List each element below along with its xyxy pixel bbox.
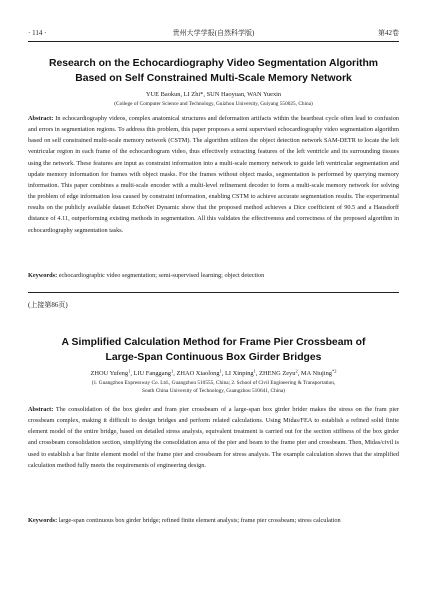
running-head (28, 26, 399, 40)
article1-abstract (28, 113, 399, 236)
journal-name: 贵州大学学报(自然科学版) (172, 29, 255, 37)
article1-keywords-text: echocardiographic video segmentation; semi-supervised learning; object detection (57, 272, 265, 279)
article2-author: ZHAO Xiaolong$^1$ (176, 368, 222, 377)
article2-authors: ZHOU Yufeng$^1$, LIU Fanggang$^1$, ZHAO Xiaolong$^1$, LI Xinping$^1$, ZHENG Zeyu$^2$, MA Niujing$^{*2}$ (90, 368, 337, 377)
article2-keywords (28, 515, 399, 526)
article2-title-line2: Large-Span Continuous Box Girder Bridges (105, 352, 322, 363)
article2-abstract-text: The consolidation of the box gieder and fram pier crossbeam of a large-span box girder brider makes the stress on the fram pier crossbeam complex, making it difficult to design bridges and perform related calculations. Using Midas/FEA to establish a refined solid finite element model of the entire bridge, based on detailed stress analysis, equivalent treatment is carried out for the section stiffness of the box girder and crossbeam consolidation section, simplifying the consolidation area of the pier and beam to the frame pier and crossbeam. Then, Midas/civil is used to establish a bar finite element model of the frame pier and crossbeam for stress analysis. The example calculation shows that the simplified calculation method fully meets the requirements of engineering design. (28, 406, 399, 469)
article1-title (40, 56, 387, 86)
article2-author: LIU Fanggang$^1$ (133, 368, 174, 377)
article2-author: ZHOU Yufeng$^1$ (90, 368, 131, 377)
article2-abstract (28, 404, 399, 471)
article2-author: LI Xinping$^1$ (225, 368, 256, 377)
section-divider (28, 292, 399, 293)
article1-title-line2: Based on Self Constrained Multi-Scale Memory Network (75, 73, 352, 84)
article1-keywords (28, 270, 399, 281)
article2-author: MA Niujing$^{*2}$ (300, 368, 337, 377)
article1-abstract-label: Abstract: (28, 115, 54, 122)
article2-keywords-label: Keywords: (28, 517, 58, 524)
article2-keywords-text: large-span continuous box girder bridge; refined finite element analysis; frame pier crossbeam; stress calculation (57, 517, 341, 524)
article2-title-line1: A Simplified Calculation Method for Frame Pier Crossbeam of (61, 337, 366, 348)
article2-affiliation-line1: (1. Guangzhou Expressway Co. Ltd., Guangzhou 510555, China; 2. School of Civil Engineering & Transportation, (91, 380, 336, 386)
header-rule (28, 41, 399, 42)
article2-author: ZHENG Zeyu$^2$ (259, 368, 298, 377)
page-number: · 114 · (28, 29, 47, 37)
article2-abstract-label: Abstract: (28, 406, 54, 413)
article1-keywords-label: Keywords: (28, 272, 58, 279)
article2-affiliation (34, 379, 393, 395)
article2-title (40, 335, 387, 365)
volume-number: 第42卷 (378, 29, 399, 37)
article1-title-line1: Research on the Echocardiography Video Segmentation Algorithm (48, 58, 379, 69)
article2-affiliation-line2: South China University of Technology, Guangzhou 510641, China) (142, 388, 285, 394)
continued-note: (上接第86页) (28, 301, 68, 309)
article1-abstract-text: In echocardiography videos, complex anatomical structures and deformation artifacts within the heartbeat cycle often lead to confusion and errors in segmentation regions. To address this problem, this paper proposes a semi supervised echocardiography video segmentation algorithm based on self constrained multi-scale memory network (CSTM). The algorithm utilizes the object detection network SAM-DETR to locate the left ventricular region in each frame of the echocardiogram video, thus effectively extracting features of the left ventricle and its surrounding tissues using the network. These features are input as constraint information into a multi-scale memory network to guide left ventricular segmentation and update memory information for frames with object masks. For the frames without object masks, segmentation is performed by querying memory information. This paper combines a multi-scale encoder with a multi-level refinement decoder to form a multi-scale memory network for solving the problem of edge information loss caused by constraint information, enabling CSTM to achieve accurate segmentation results. The experimental results on the publicly available dataset EchoNet Dynamic show that the proposed method achieves a Dice coefficient of 90.5 and a Hausdorff distance of 4.11, outperforming existing methods in segmentation. All this validates the effectiveness and correctness of the proposed algorithm in echocardiography segmentation tasks. (28, 115, 399, 234)
article1-affiliation: (College of Computer Science and Technology, Guizhou University, Guiyang 550025, China) (114, 101, 313, 107)
article1-authors: YUE Baokun, LI Zhi*, SUN Haoyuan, WAN Yuexin (145, 91, 282, 98)
